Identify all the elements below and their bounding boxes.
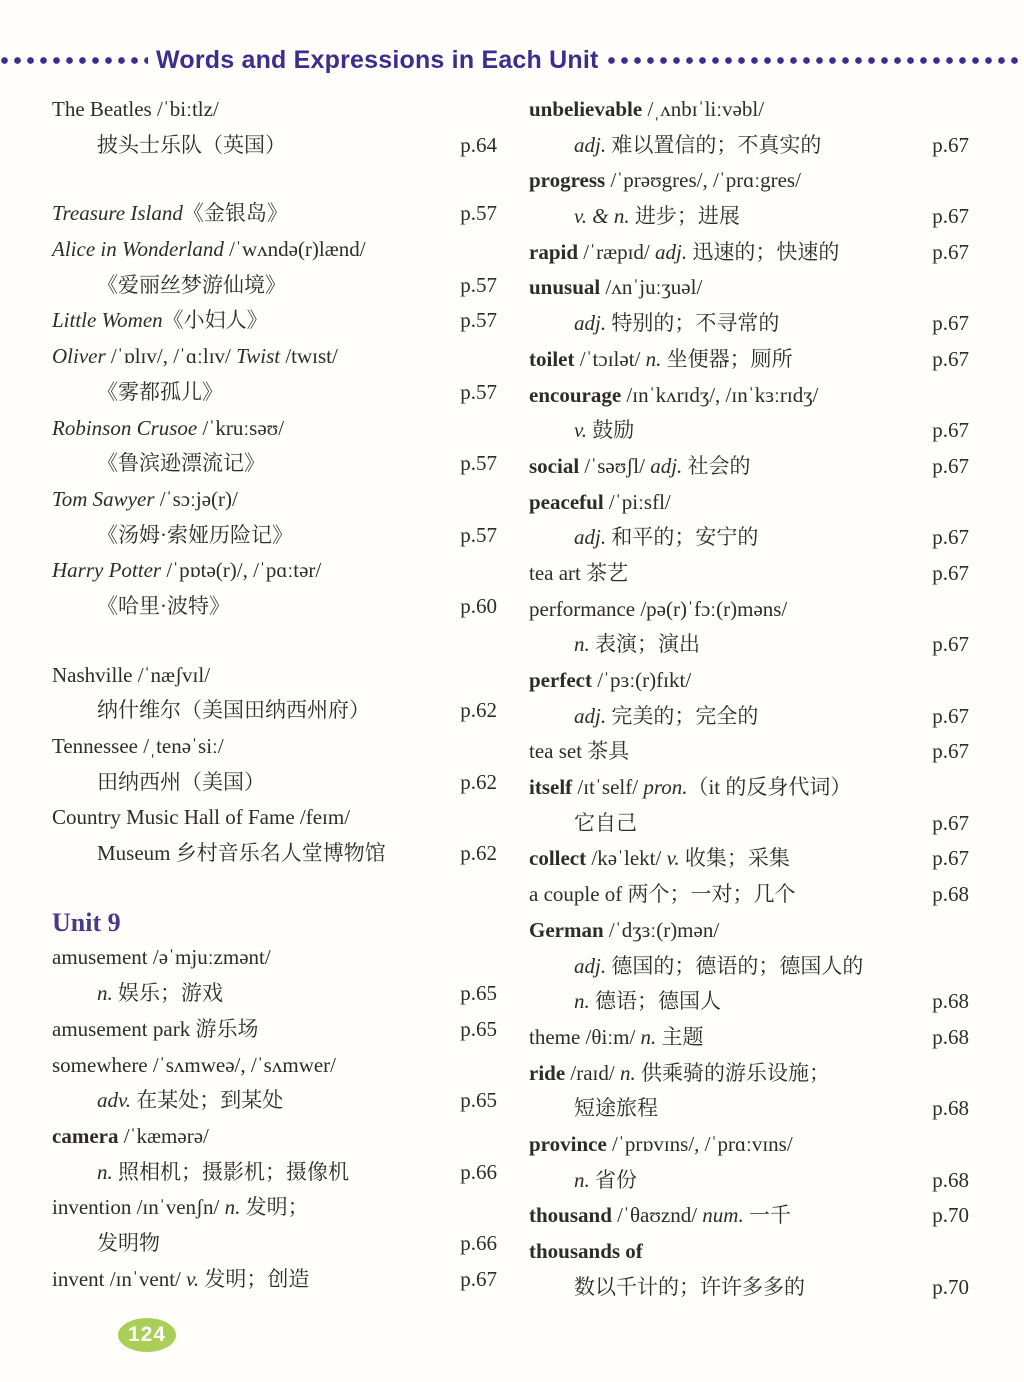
page-ref: p.68 xyxy=(932,989,969,1014)
entry-line xyxy=(529,1234,969,1270)
entry-continuation-line xyxy=(52,765,497,801)
entry-continuation-line xyxy=(52,1155,497,1191)
entry-text: itself /ɪtˈself/ pron.（it 的反身代词） xyxy=(529,775,852,800)
entry-continuation-line xyxy=(529,1163,969,1199)
entry-line xyxy=(529,734,969,770)
page-ref: p.62 xyxy=(460,698,497,723)
entry-line xyxy=(529,592,969,628)
entry-line xyxy=(52,800,497,836)
entry-line xyxy=(529,485,969,521)
entry-line xyxy=(52,232,497,268)
entry-text: 发明物 xyxy=(97,1230,160,1255)
entry-text: Museum 乡村音乐名人堂博物馆 xyxy=(97,841,386,866)
entry-line xyxy=(529,1127,969,1163)
page-ref: p.67 xyxy=(932,846,969,871)
page-header xyxy=(0,40,1024,80)
entry-continuation-line xyxy=(52,518,497,554)
entry-line xyxy=(529,663,969,699)
entry-text: 田纳西州（美国） xyxy=(97,769,265,794)
entry-text: amusement /əˈmjuːzmənt/ xyxy=(52,945,271,970)
entry-text: Treasure Island《金银岛》 xyxy=(52,201,288,226)
entry-continuation-line xyxy=(529,413,969,449)
page-ref: p.66 xyxy=(460,1230,497,1255)
entry-continuation-line xyxy=(529,199,969,235)
entry-text: 《鲁滨逊漂流记》 xyxy=(97,451,265,476)
page-number-badge: 124 xyxy=(118,1318,176,1352)
page-ref: p.57 xyxy=(460,451,497,476)
page-ref: p.68 xyxy=(932,1024,969,1049)
entry-text: encourage /ɪnˈkʌrɪdʒ/, /ɪnˈkɜːrɪdʒ/ xyxy=(529,382,819,407)
page-ref: p.68 xyxy=(932,882,969,907)
entry-line xyxy=(529,163,969,199)
page-ref: p.64 xyxy=(460,132,497,157)
entry-text: peaceful /ˈpiːsfl/ xyxy=(529,489,671,514)
entry-text: Little Women《小妇人》 xyxy=(52,308,268,333)
entry-continuation-line xyxy=(52,693,497,729)
page-ref: p.68 xyxy=(932,1096,969,1121)
entry-line xyxy=(52,1262,497,1298)
entry-text: collect /kəˈlekt/ v. 收集；采集 xyxy=(529,846,790,871)
entry-text: 纳什维尔（美国田纳西州府） xyxy=(97,698,370,723)
spacer xyxy=(52,163,497,196)
entry-text: The Beatles /ˈbiːtlz/ xyxy=(52,97,219,121)
entry-line xyxy=(529,378,969,414)
page-ref: p.70 xyxy=(932,1274,969,1299)
page-ref: p.60 xyxy=(460,593,497,618)
entry-text: theme /θiːm/ n. 主题 xyxy=(529,1024,704,1049)
entry-text: Tom Sawyer /ˈsɔːjə(r)/ xyxy=(52,486,238,511)
entry-line xyxy=(529,449,969,485)
entry-line xyxy=(52,339,497,375)
entry-text: Nashville /ˈnæʃvɪl/ xyxy=(52,662,211,687)
entry-text: 《雾都孤儿》 xyxy=(97,379,223,404)
page-ref: p.67 xyxy=(932,632,969,657)
page-ref: p.67 xyxy=(932,525,969,550)
entry-text: Tennessee /ˌtenəˈsiː/ xyxy=(52,734,224,758)
page-ref: p.57 xyxy=(460,308,497,333)
entry-line xyxy=(52,1012,497,1048)
entry-text: n. 照相机；摄影机；摄像机 xyxy=(97,1159,349,1184)
glossary-content xyxy=(52,92,994,1305)
entry-continuation-line xyxy=(52,446,497,482)
page-title: Words and Expressions in Each Unit xyxy=(156,45,599,74)
page-ref: p.67 xyxy=(932,560,969,585)
entry-continuation-line xyxy=(529,984,969,1020)
entry-line xyxy=(529,841,969,877)
entry-line xyxy=(529,556,969,592)
entry-text: performance /pə(r)ˈfɔː(r)məns/ xyxy=(529,596,788,621)
page-ref: p.68 xyxy=(932,1167,969,1192)
entry-text: adj. 特别的；不寻常的 xyxy=(574,311,780,336)
entry-continuation-line xyxy=(529,1091,969,1127)
entry-line xyxy=(529,1056,969,1092)
entry-text: tea art 茶艺 xyxy=(529,560,629,585)
page-ref: p.62 xyxy=(460,769,497,794)
entry-line xyxy=(52,553,497,589)
entry-line xyxy=(529,342,969,378)
entry-continuation-line xyxy=(529,699,969,735)
entry-text: 数以千计的；许许多多的 xyxy=(574,1274,805,1299)
entry-line xyxy=(529,235,969,271)
page-ref: p.65 xyxy=(460,981,497,1006)
entry-line xyxy=(52,411,497,447)
entry-continuation-line xyxy=(529,627,969,663)
entry-text: thousands of xyxy=(529,1239,643,1263)
page-ref: p.65 xyxy=(460,1088,497,1113)
page-ref: p.67 xyxy=(932,453,969,478)
page-ref: p.67 xyxy=(932,239,969,264)
page-ref: p.67 xyxy=(932,703,969,728)
entry-continuation-line xyxy=(529,806,969,842)
entry-text: thousand /ˈθaʊznd/ num. 一千 xyxy=(529,1203,791,1228)
entry-line xyxy=(52,1190,497,1226)
entry-continuation-line xyxy=(52,1226,497,1262)
entry-continuation-line xyxy=(52,976,497,1012)
entry-line xyxy=(52,196,497,232)
entry-text: adj. 德国的；德语的；德国人的 xyxy=(574,953,864,978)
page-ref: p.67 xyxy=(460,1266,497,1291)
spacer xyxy=(52,872,497,905)
entry-continuation-line xyxy=(529,949,969,985)
entry-line xyxy=(529,1198,969,1234)
page-ref: p.66 xyxy=(460,1159,497,1184)
entry-line xyxy=(52,940,497,976)
entry-text: n. 省份 xyxy=(574,1167,637,1192)
entry-text: Harry Potter /ˈpɒtə(r)/, /ˈpɑːtər/ xyxy=(52,558,322,583)
entry-line xyxy=(529,270,969,306)
page-ref: p.67 xyxy=(932,810,969,835)
entry-text: perfect /ˈpɜː(r)fɪkt/ xyxy=(529,668,692,692)
entry-line xyxy=(52,658,497,694)
entry-text: adv. 在某处；到某处 xyxy=(97,1088,284,1113)
entry-text: invent /ɪnˈvent/ v. 发明；创造 xyxy=(52,1266,310,1291)
entry-line xyxy=(529,770,969,806)
entry-line xyxy=(52,729,497,765)
page-ref: p.57 xyxy=(460,201,497,226)
entry-continuation-line xyxy=(52,836,497,872)
entry-text: invention /ɪnˈvenʃn/ n. 发明； xyxy=(52,1195,309,1220)
page-ref: p.65 xyxy=(460,1016,497,1041)
entry-continuation-line xyxy=(529,128,969,164)
entry-line xyxy=(52,1048,497,1084)
page-ref: p.67 xyxy=(932,418,969,443)
entry-text: 《爱丽丝梦游仙境》 xyxy=(97,272,286,297)
entry-text: adj. 完美的；完全的 xyxy=(574,703,759,728)
entry-text: province /ˈprɒvɪns/, /ˈprɑːvɪns/ xyxy=(529,1131,793,1156)
entry-text: rapid /ˈræpɪd/ adj. 迅速的；快速的 xyxy=(529,239,840,264)
entry-continuation-line xyxy=(529,1270,969,1306)
entry-text: n. 德语；德国人 xyxy=(574,989,721,1014)
entry-continuation-line xyxy=(52,128,497,164)
page-ref: p.67 xyxy=(932,311,969,336)
page-ref: p.67 xyxy=(932,204,969,229)
entry-text: unusual /ʌnˈjuːʒuəl/ xyxy=(529,275,703,300)
entry-line xyxy=(52,92,497,128)
entry-text: unbelievable /ˌʌnbɪˈliːvəbl/ xyxy=(529,97,765,121)
entry-line xyxy=(52,1119,497,1155)
header-dotted-rule-right-icon xyxy=(607,56,1024,65)
entry-text: n. 表演；演出 xyxy=(574,632,700,657)
page-ref: p.67 xyxy=(932,346,969,371)
page-ref: p.67 xyxy=(932,132,969,157)
entry-continuation-line xyxy=(52,589,497,625)
entry-line xyxy=(529,877,969,913)
entry-text: Oliver /ˈɒlɪv/, /ˈɑːlɪv/ Twist /twɪst/ xyxy=(52,344,338,369)
page-ref: p.70 xyxy=(932,1203,969,1228)
page-ref: p.62 xyxy=(460,841,497,866)
entry-text: somewhere /ˈsʌmweə/, /ˈsʌmwer/ xyxy=(52,1052,337,1077)
entry-text: tea set 茶具 xyxy=(529,739,630,764)
entry-text: Robinson Crusoe /ˈkruːsəʊ/ xyxy=(52,415,285,440)
entry-text: progress /ˈprəʊgres/, /ˈprɑːgres/ xyxy=(529,168,801,193)
entry-text: a couple of 两个；一对；几个 xyxy=(529,882,796,907)
entry-text: v. & n. 进步；进展 xyxy=(574,204,740,229)
page-ref: p.57 xyxy=(460,522,497,547)
entry-text: Country Music Hall of Fame /feɪm/ xyxy=(52,805,351,830)
entry-text: camera /ˈkæmərə/ xyxy=(52,1123,209,1148)
entry-text: adj. 难以置信的；不真实的 xyxy=(574,132,822,157)
entry-text: amusement park 游乐场 xyxy=(52,1016,259,1041)
entry-continuation-line xyxy=(52,375,497,411)
entry-line xyxy=(52,303,497,339)
page-ref: p.67 xyxy=(932,739,969,764)
spacer xyxy=(52,625,497,658)
entry-line xyxy=(529,913,969,949)
entry-text: adj. 和平的；安宁的 xyxy=(574,525,759,550)
entry-text: ride /raɪd/ n. 供乘骑的游乐设施； xyxy=(529,1060,830,1085)
entry-continuation-line xyxy=(529,520,969,556)
entry-text: social /ˈsəʊʃl/ adj. 社会的 xyxy=(529,453,751,478)
entry-text: 《哈里·波特》 xyxy=(97,593,230,618)
entry-text: 短途旅程 xyxy=(574,1096,658,1121)
header-dotted-rule-left-icon xyxy=(0,56,148,65)
entry-line xyxy=(529,92,969,128)
right-column xyxy=(529,92,969,1305)
entry-continuation-line xyxy=(529,306,969,342)
page-ref: p.57 xyxy=(460,272,497,297)
entry-continuation-line xyxy=(52,268,497,304)
entry-continuation-line xyxy=(52,1083,497,1119)
entry-line xyxy=(52,482,497,518)
left-column xyxy=(52,92,497,1297)
entry-line xyxy=(529,1020,969,1056)
entry-text: v. 鼓励 xyxy=(574,418,635,443)
page-ref: p.57 xyxy=(460,379,497,404)
entry-text: n. 娱乐；游戏 xyxy=(97,981,223,1006)
entry-text: 《汤姆·索娅历险记》 xyxy=(97,522,293,547)
entry-text: 它自己 xyxy=(574,810,637,835)
entry-text: Alice in Wonderland /ˈwʌndə(r)lænd/ xyxy=(52,237,366,262)
entry-text: German /ˈdʒɜː(r)mən/ xyxy=(529,917,720,942)
entry-text: 披头士乐队（英国） xyxy=(97,132,286,157)
unit-heading: Unit 9 xyxy=(52,907,121,937)
entry-text: toilet /ˈtɔɪlət/ n. 坐便器；厕所 xyxy=(529,346,793,371)
